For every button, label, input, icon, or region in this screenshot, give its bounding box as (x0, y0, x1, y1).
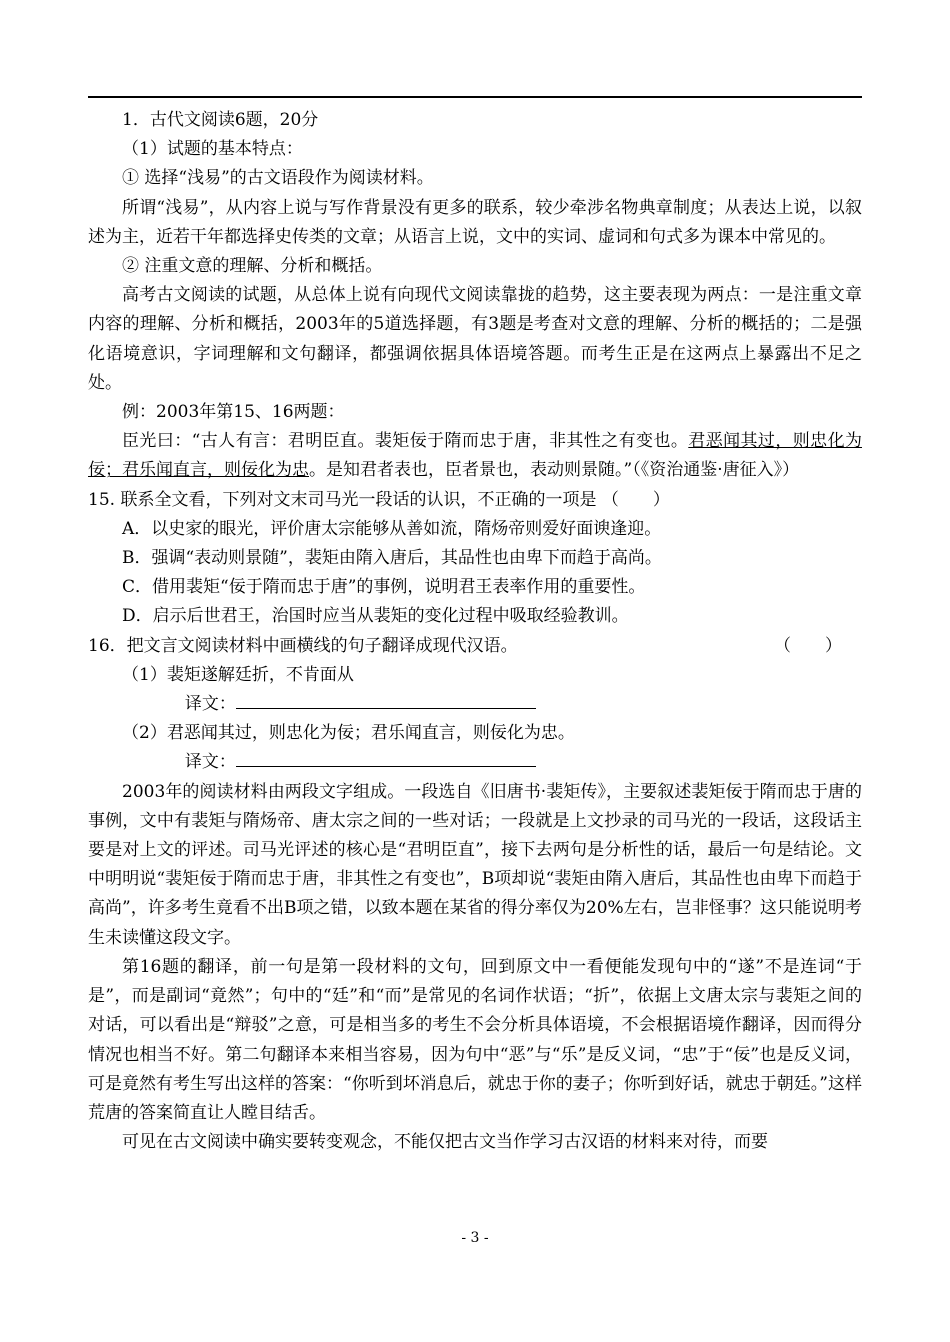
point-1-title: ① 选择“浅易”的古文语段作为阅读材料。 (122, 168, 434, 189)
translation-blank-1[interactable] (236, 691, 536, 709)
passage-part-1: 臣光曰：“古人有言：君明臣直。裴矩佞于隋而忠于唐，非其性之有变也。 (122, 431, 689, 452)
passage-underlined: 君恶闻其过，则忠化为佞；君乐闻直言，则佞化为忠 (88, 431, 862, 481)
analysis-paragraph-2: 第16题的翻译，前一句是第一段材料的文句，回到原文中一看便能发现句中的“遂”不是连词“于是”，而是副词“竟然”；句中的“廷”和“而”是常见的名词作状语；“折”，依据上文唐太宗与裴矩之间的对话，可以看出是“辩驳”之意，可是相当多的考生不会分析具体语境，不会根据语境作翻译，因而得分情况也相当不好。第二句翻译本来相当容易，因为句中“恶”与“乐”是反义词，“忠”于“佞”也是反义词，可是竟然有考生写出这样的答案：“你听到坏消息后，就忠于你的妻子；你听到好话，就忠于朝廷。”这样荒唐的答案简直让人瞠目结舌。 (88, 956, 862, 1123)
question-15-option-a: A．以史家的眼光，评价唐太宗能够从善如流，隋炀帝则爱好面谀逢迎。 (122, 518, 662, 539)
question-16-sub-2: （2）君恶闻其过，则忠化为佞；君乐闻直言，则佞化为忠。 (122, 723, 575, 744)
translation-blank-2[interactable] (236, 749, 536, 767)
question-16-answer-paren: （ ） (774, 635, 842, 656)
subsection-title: （1）试题的基本特点： (122, 139, 303, 160)
translation-line-1 (88, 690, 862, 719)
question-15-option-b: B．强调“表动则景随”，裴矩由隋入唐后，其品性也由卑下而趋于高尚。 (122, 548, 662, 569)
question-15-option-c: C．借用裴矩“佞于隋而忠于唐”的事例，说明君王表率作用的重要性。 (122, 577, 646, 598)
example-label: 例：2003年第15、16两题： (122, 402, 345, 423)
classical-passage (88, 427, 862, 485)
section-title: 1．古代文阅读6题，20分 (122, 110, 319, 130)
document-body (88, 106, 862, 1157)
question-16-stem: 16．把文言文阅读材料中画横线的句子翻译成现代汉语。 (88, 635, 518, 656)
question-15-option-d: D．启示后世君王，治国时应当从裴矩的变化过程中吸取经验教训。 (122, 606, 629, 627)
analysis-paragraph-1: 2003年的阅读材料由两段文字组成。一段选自《旧唐书·裴矩传》，主要叙述裴矩佞于隋而忠于唐的事例，文中有裴矩与隋炀帝、唐太宗之间的一些对话；一段就是上文抄录的司马光的一段话，这段话主要是对上文的评述。司马光评述的核心是“君明臣直”，接下去两句是分析性的话，最后一句是结论。文中明明说“裴矩佞于隋而忠于唐，非其性之有变也”，B项却说“裴矩由隋入唐后，其品性也由卑下而趋于高尚”，许多考生竟看不出B项之错，以致本题在某省的得分率仅为20%左右，岂非怪事？这只能说明考生未读懂这段文字。 (88, 781, 862, 948)
translation-label-2: 译文： (184, 752, 236, 773)
question-16-row (88, 632, 862, 661)
analysis-paragraph-3: 可见在古文阅读中确实要转变观念，不能仅把古文当作学习古汉语的材料来对待，而要 (122, 1132, 768, 1153)
point-1-body: 所谓“浅易”，从内容上说与写作背景没有更多的联系，较少牵涉名物典章制度；从表达上说，以叙述为主，近若干年都选择史传类的文章；从语言上说，文中的实词、虚词和句式多为课本中常见的。 (88, 197, 862, 247)
header-rule (88, 96, 862, 98)
passage-part-2: 。是知君者表也，臣者景也，表动则景随。”（《资治通鉴·唐征入》） (309, 460, 800, 481)
translation-line-2 (88, 748, 862, 777)
page-number: - 3 - (461, 1230, 489, 1246)
point-2-body: 高考古文阅读的试题，从总体上说有向现代文阅读靠拢的趋势，这主要表现为两点：一是注重文章内容的理解、分析和概括，2003年的5道选择题，有3题是考查对文意的理解、分析的概括的；二是强化语境意识，字词理解和文句翻译，都强调依据具体语境答题。而考生正是在这两点上暴露出不足之处。 (88, 285, 862, 393)
question-15-stem: 15. 联系全文看，下列对文末司马光一段话的认识，不正确的一项是 （ ） (88, 489, 670, 510)
point-2-title: ② 注重文意的理解、分析和概括。 (122, 256, 383, 277)
question-16-sub-1: （1）裴矩遂解廷折，不肯面从 (122, 664, 354, 685)
translation-label-1: 译文： (184, 694, 236, 715)
document-page (88, 0, 862, 1342)
